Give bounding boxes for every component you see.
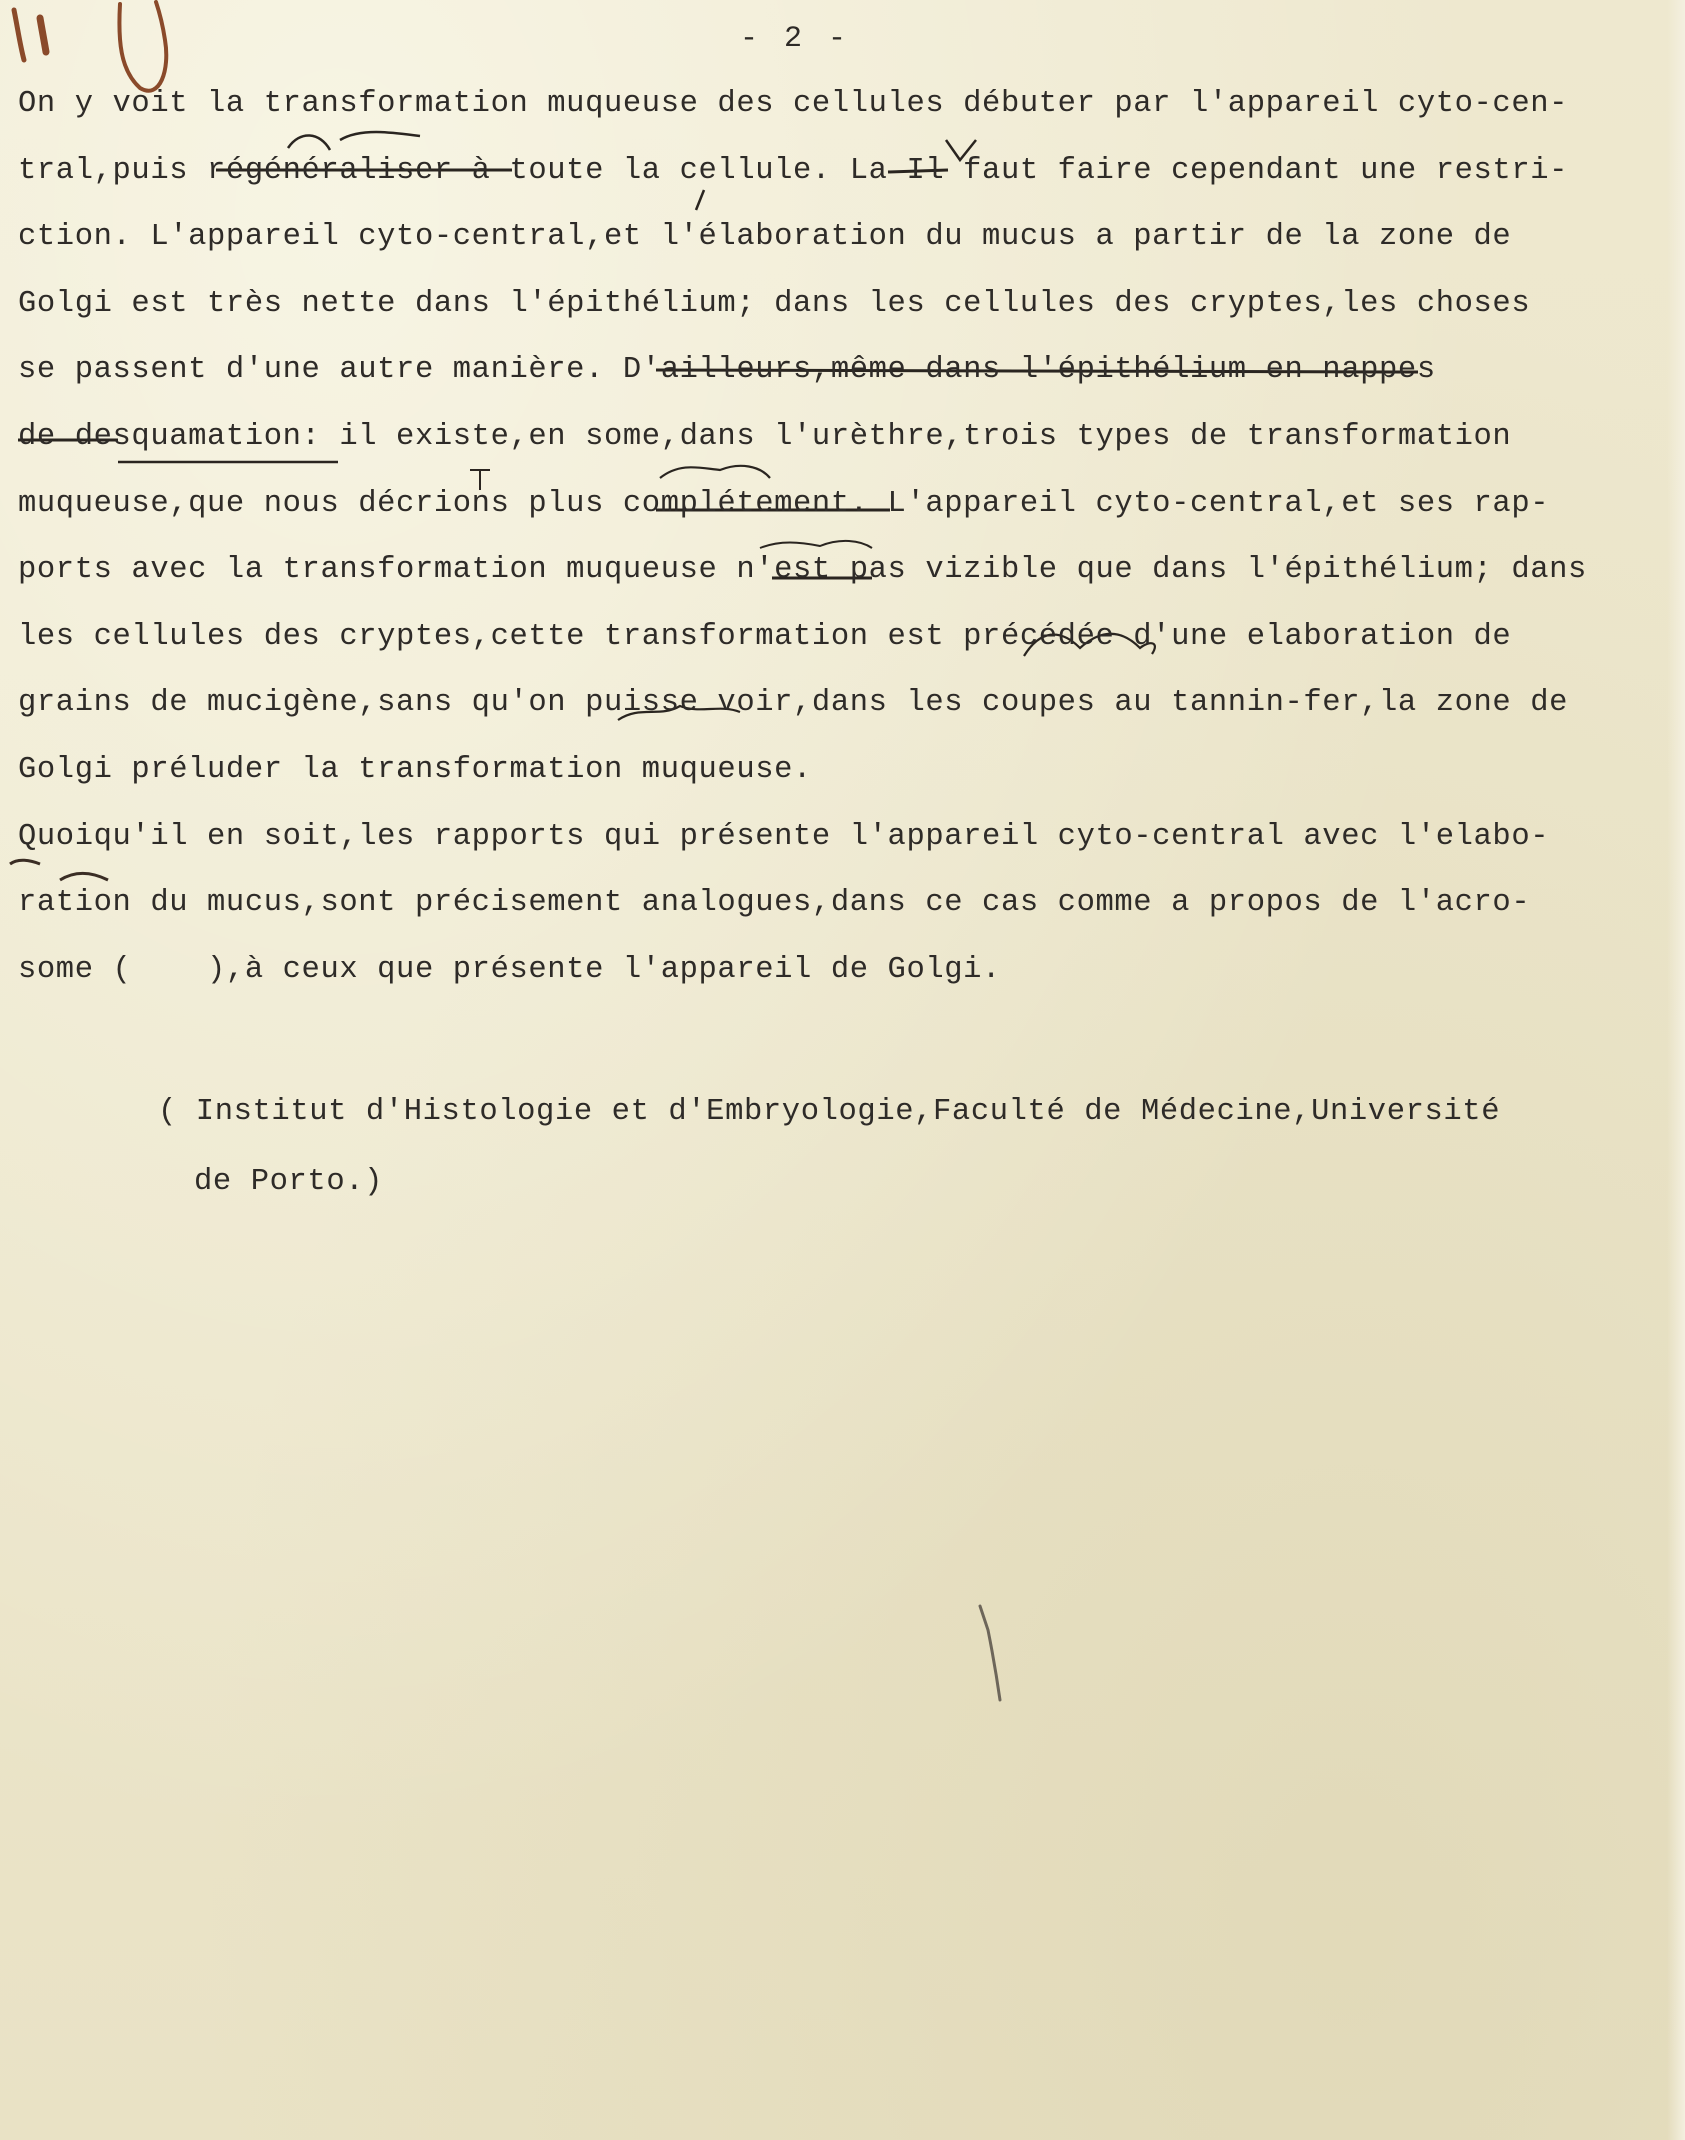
footer-line: ( Institut d'Histologie et d'Embryologie,Faculté de Médecine,Université — [158, 1095, 1501, 1129]
text-line: se passent d'une autre manière. D'ailleurs,même dans l'épithélium en nappes — [18, 353, 1436, 388]
footer-line: de Porto.) — [194, 1165, 384, 1199]
text-line: ction. L'appareil cyto-central,et l'élaboration du mucus a partir de la zone de — [18, 220, 1512, 255]
text-line: Quoiqu'il en soit,les rapports qui présente l'appareil cyto-central avec l'elabo- — [18, 819, 1550, 854]
paper-edge — [1667, 0, 1685, 2140]
text-line: les cellules des cryptes,cette transformation est précédée d'une elaboration de — [18, 619, 1512, 654]
text-line: ration du mucus,sont précisement analogues,dans ce cas comme a propos de l'acro- — [18, 886, 1531, 921]
body-paragraph — [18, 84, 1668, 1016]
text-line: Golgi est très nette dans l'épithélium; dans les cellules des cryptes,les choses — [18, 286, 1531, 321]
text-line: ports avec la transformation muqueuse n'est pas vizible que dans l'épithélium; dans — [18, 553, 1587, 588]
text-line: tral,puis régénéraliser à toute la cellule. La Il faut faire cependant une restri- — [18, 153, 1569, 188]
page-number: - 2 - — [740, 22, 851, 56]
text-line: grains de mucigène,sans qu'on puisse voir,dans les coupes au tannin-fer,la zone de — [18, 686, 1569, 721]
text-line: de desquamation: il existe,en some,dans l'urèthre,trois types de transformation — [18, 419, 1512, 454]
text-line: muqueuse,que nous décrions plus complétement. L'appareil cyto-central,et ses rap- — [18, 486, 1550, 521]
text-line: On y voit la transformation muqueuse des cellules débuter par l'appareil cyto-cen- — [18, 87, 1569, 121]
text-line: some ( ),à ceux que présente l'appareil de Golgi. — [18, 952, 1001, 987]
pencil-tick-mark — [970, 1600, 1010, 1710]
text-line: Golgi préluder la transformation muqueuse. — [18, 752, 812, 787]
institution-footer — [158, 1092, 1500, 1232]
